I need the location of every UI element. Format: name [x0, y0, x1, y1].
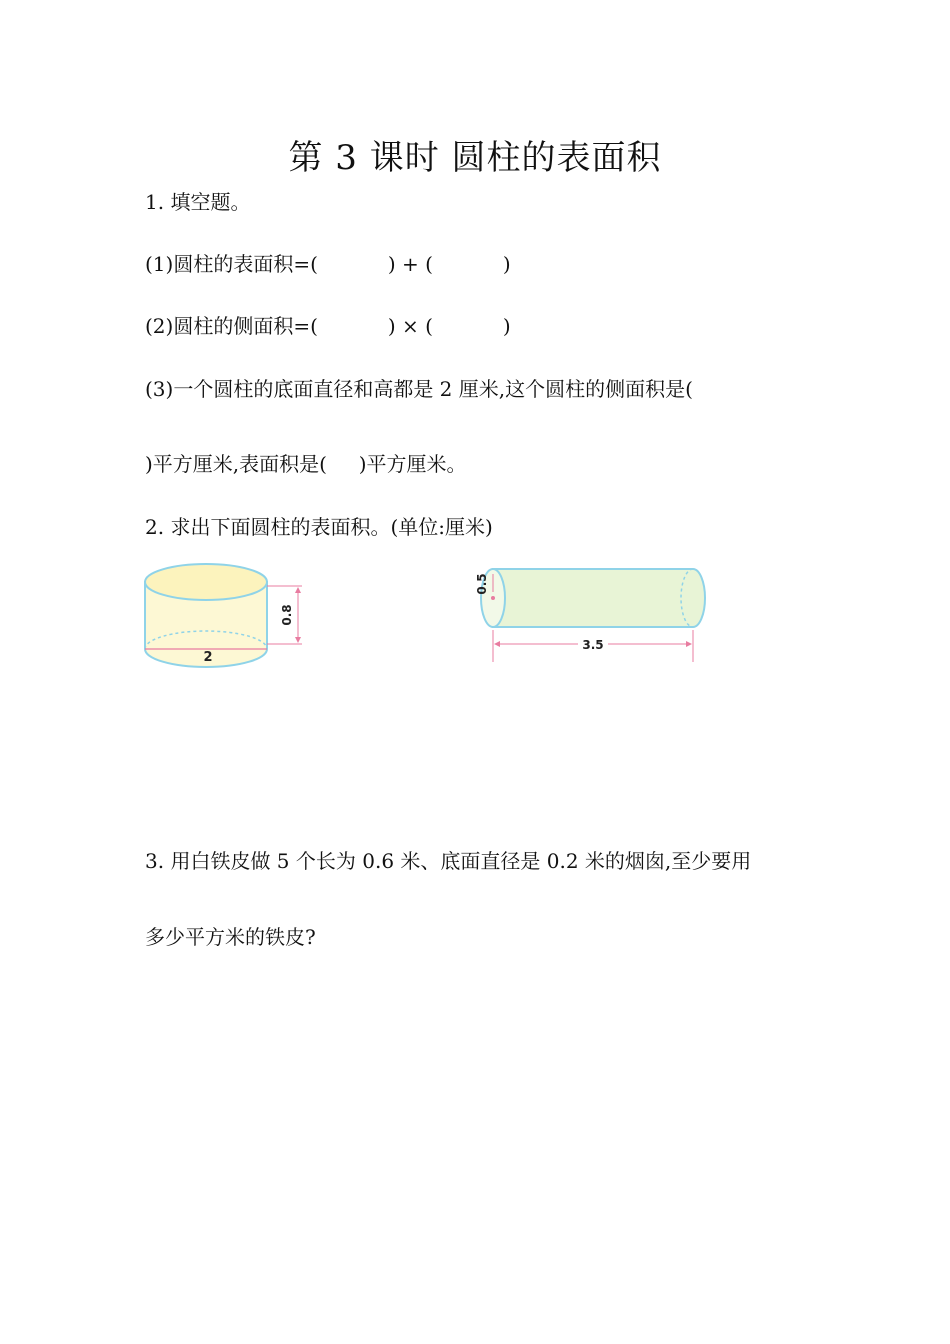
cylinder-1-height-label: 0.8 [280, 604, 294, 626]
q1-heading: 1. 填空题。 [145, 190, 251, 214]
q3-line1: 3. 用白铁皮做 5 个长为 0.6 米、底面直径是 0.2 米的烟囱,至少要用 [145, 849, 752, 873]
cylinder-figure-1 [140, 560, 315, 675]
cylinder-2-body [493, 569, 705, 627]
q2-heading: 2. 求出下面圆柱的表面积。(单位:厘米) [145, 515, 493, 539]
cylinder-2-center-dot [491, 596, 495, 600]
q1-item1: (1)圆柱的表面积=( ) + ( ) [145, 252, 511, 276]
arrow-right-icon [686, 641, 692, 647]
q1-item2: (2)圆柱的侧面积=( ) × ( ) [145, 314, 511, 338]
cylinder-figure-2 [470, 562, 715, 667]
arrow-up-icon [295, 587, 301, 593]
page-title: 第 3 课时 圆柱的表面积 [288, 138, 662, 178]
q1-item3-line2: )平方厘米,表面积是( )平方厘米。 [145, 452, 467, 476]
cylinder-2-length-label: 3.5 [582, 638, 604, 652]
q3-line2: 多少平方米的铁皮? [145, 925, 316, 949]
q1-item3-line1: (3)一个圆柱的底面直径和高都是 2 厘米,这个圆柱的侧面积是( [145, 377, 693, 401]
arrow-left-icon [494, 641, 500, 647]
cylinder-1-top [145, 564, 267, 600]
cylinder-1-diameter-label: 2 [203, 650, 213, 665]
arrow-down-icon [295, 637, 301, 643]
cylinder-2-diameter-label: 0.5 [475, 573, 489, 595]
